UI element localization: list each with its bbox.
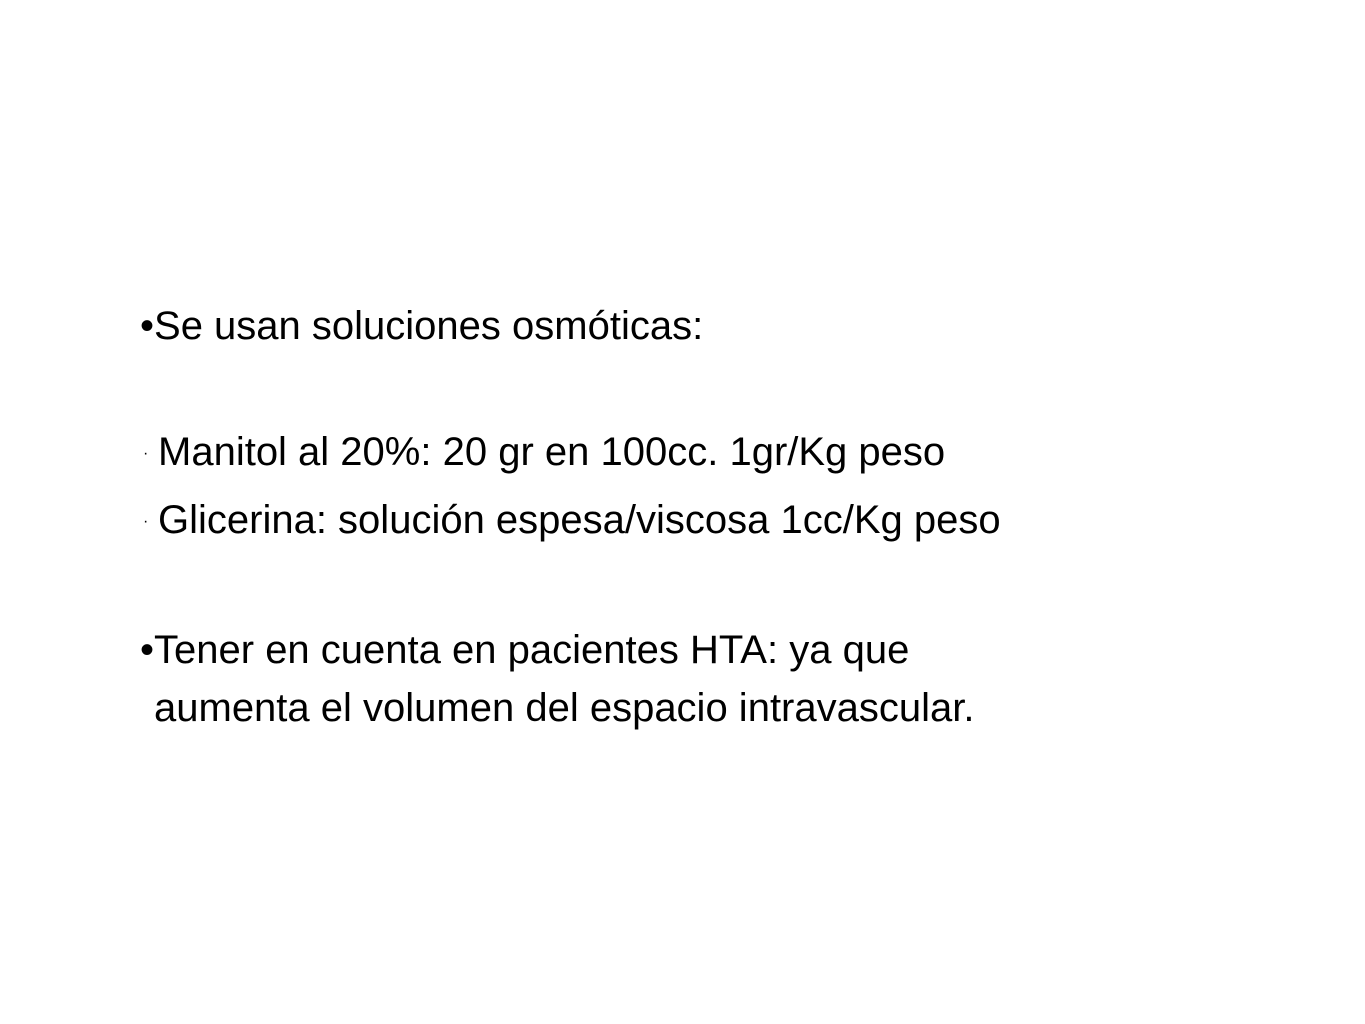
- sub-bullet-item-manitol: [143, 428, 945, 478]
- bullet-item-osmotic-solutions: [140, 302, 703, 350]
- sub-bullet-marker: ·: [143, 513, 149, 531]
- bullet-marker: •: [140, 304, 155, 348]
- bullet-text: Tener en cuenta en pacientes HTA: ya que: [154, 628, 910, 672]
- bullet-marker: •: [140, 628, 155, 672]
- bullet-continuation-text: aumenta el volumen del espacio intravascular.: [154, 686, 975, 730]
- bullet-text: Se usan soluciones osmóticas:: [154, 304, 704, 348]
- sub-bullet-item-glicerina: [143, 496, 1001, 546]
- bullet-item-hta-warning: [140, 626, 909, 674]
- bullet-continuation-hta: [154, 684, 974, 732]
- sub-bullet-text: Glicerina: solución espesa/viscosa 1cc/Kg peso: [158, 498, 1001, 542]
- sub-bullet-text: Manitol al 20%: 20 gr en 100cc. 1gr/Kg peso: [158, 430, 946, 474]
- sub-bullet-marker: ·: [143, 445, 149, 463]
